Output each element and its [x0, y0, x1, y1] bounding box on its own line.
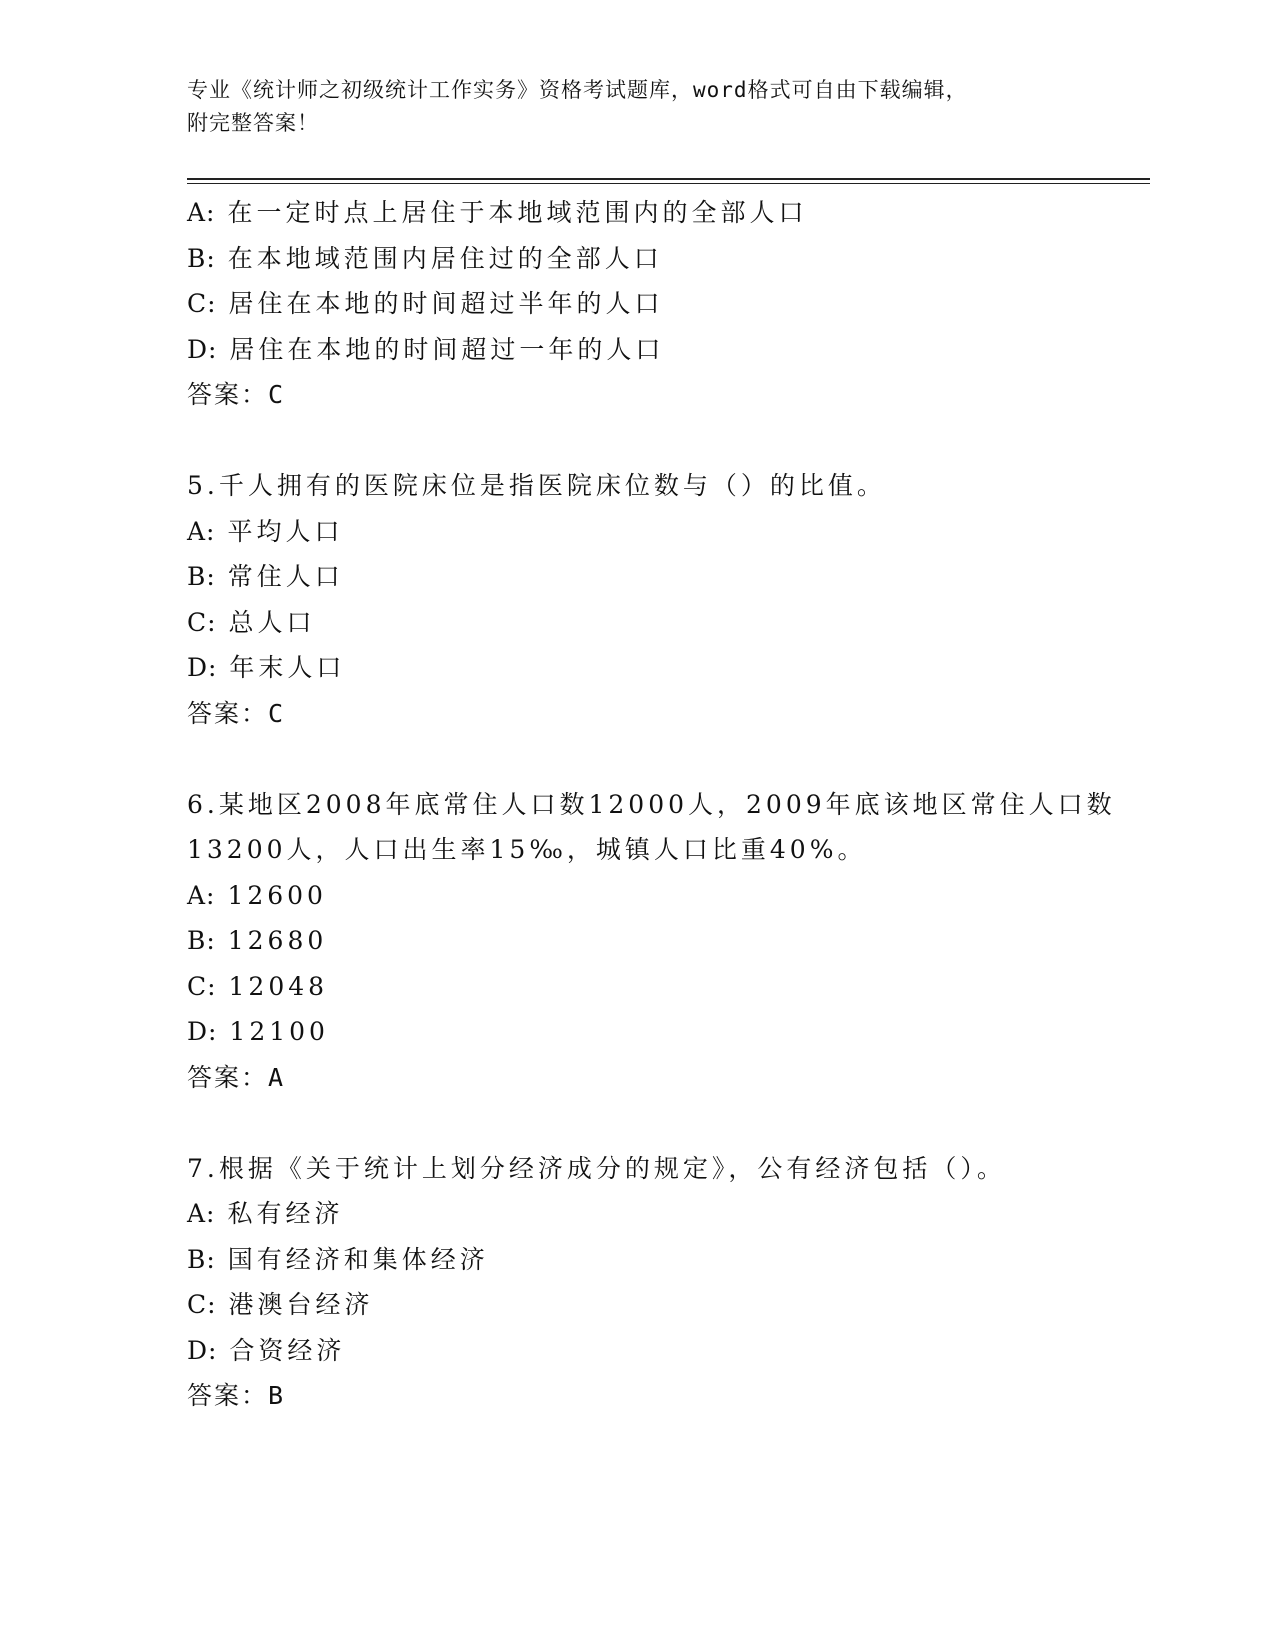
question-list [187, 190, 1150, 1419]
option-d: D: 12100 [187, 1017, 329, 1046]
option-b: B: 常住人口 [187, 562, 344, 591]
option-a: A: 私有经济 [187, 1199, 344, 1228]
question-6 [187, 782, 1150, 1101]
header-line-1: 专业《统计师之初级统计工作实务》资格考试题库，word格式可自由下载编辑， [187, 78, 968, 102]
question-text: 7.根据《关于统计上划分经济成分的规定》，公有经济包括（）。 [187, 1153, 1006, 1183]
option-a: A: 在一定时点上居住于本地域范围内的全部人口 [187, 198, 808, 227]
header-line-2: 附完整答案！ [187, 111, 319, 135]
option-c: C: 港澳台经济 [187, 1290, 374, 1319]
option-b: B: 12680 [187, 926, 328, 955]
option-b: B: 国有经济和集体经济 [187, 1244, 489, 1274]
answer-value: C [268, 380, 284, 409]
option-a: A: 平均人口 [187, 516, 344, 546]
answer-value: C [268, 698, 284, 728]
question-4 [187, 190, 1150, 418]
document-header [187, 74, 1067, 140]
question-text-continued: 13200人，人口出生率15‰，城镇人口比重40%。 [187, 835, 867, 864]
answer-line: 答案：B [187, 1381, 284, 1410]
answer-line: 答案：C [187, 698, 284, 728]
option-c: C: 总人口 [187, 607, 316, 637]
question-text: 6.某地区2008年底常住人口数12000人，2009年底该地区常住人口数 [187, 789, 1116, 819]
option-c: C: 12048 [187, 971, 329, 1001]
option-a: A: 12600 [187, 880, 327, 910]
option-b: B: 在本地域范围内居住过的全部人口 [187, 243, 663, 273]
option-d: D: 年末人口 [187, 653, 346, 682]
header-rule-thin [187, 183, 1150, 184]
option-d: D: 合资经济 [187, 1335, 346, 1365]
question-5 [187, 463, 1150, 736]
question-text: 5.千人拥有的医院床位是指医院床位数与（）的比值。 [187, 471, 886, 500]
option-c: C: 居住在本地的时间超过半年的人口 [187, 289, 664, 318]
answer-value: B [268, 1381, 284, 1410]
question-7 [187, 1146, 1150, 1419]
answer-value: A [268, 1062, 284, 1092]
header-rule [187, 178, 1150, 180]
option-d: D: 居住在本地的时间超过一年的人口 [187, 334, 665, 364]
answer-line: 答案：A [187, 1062, 284, 1092]
answer-line: 答案：C [187, 380, 284, 409]
